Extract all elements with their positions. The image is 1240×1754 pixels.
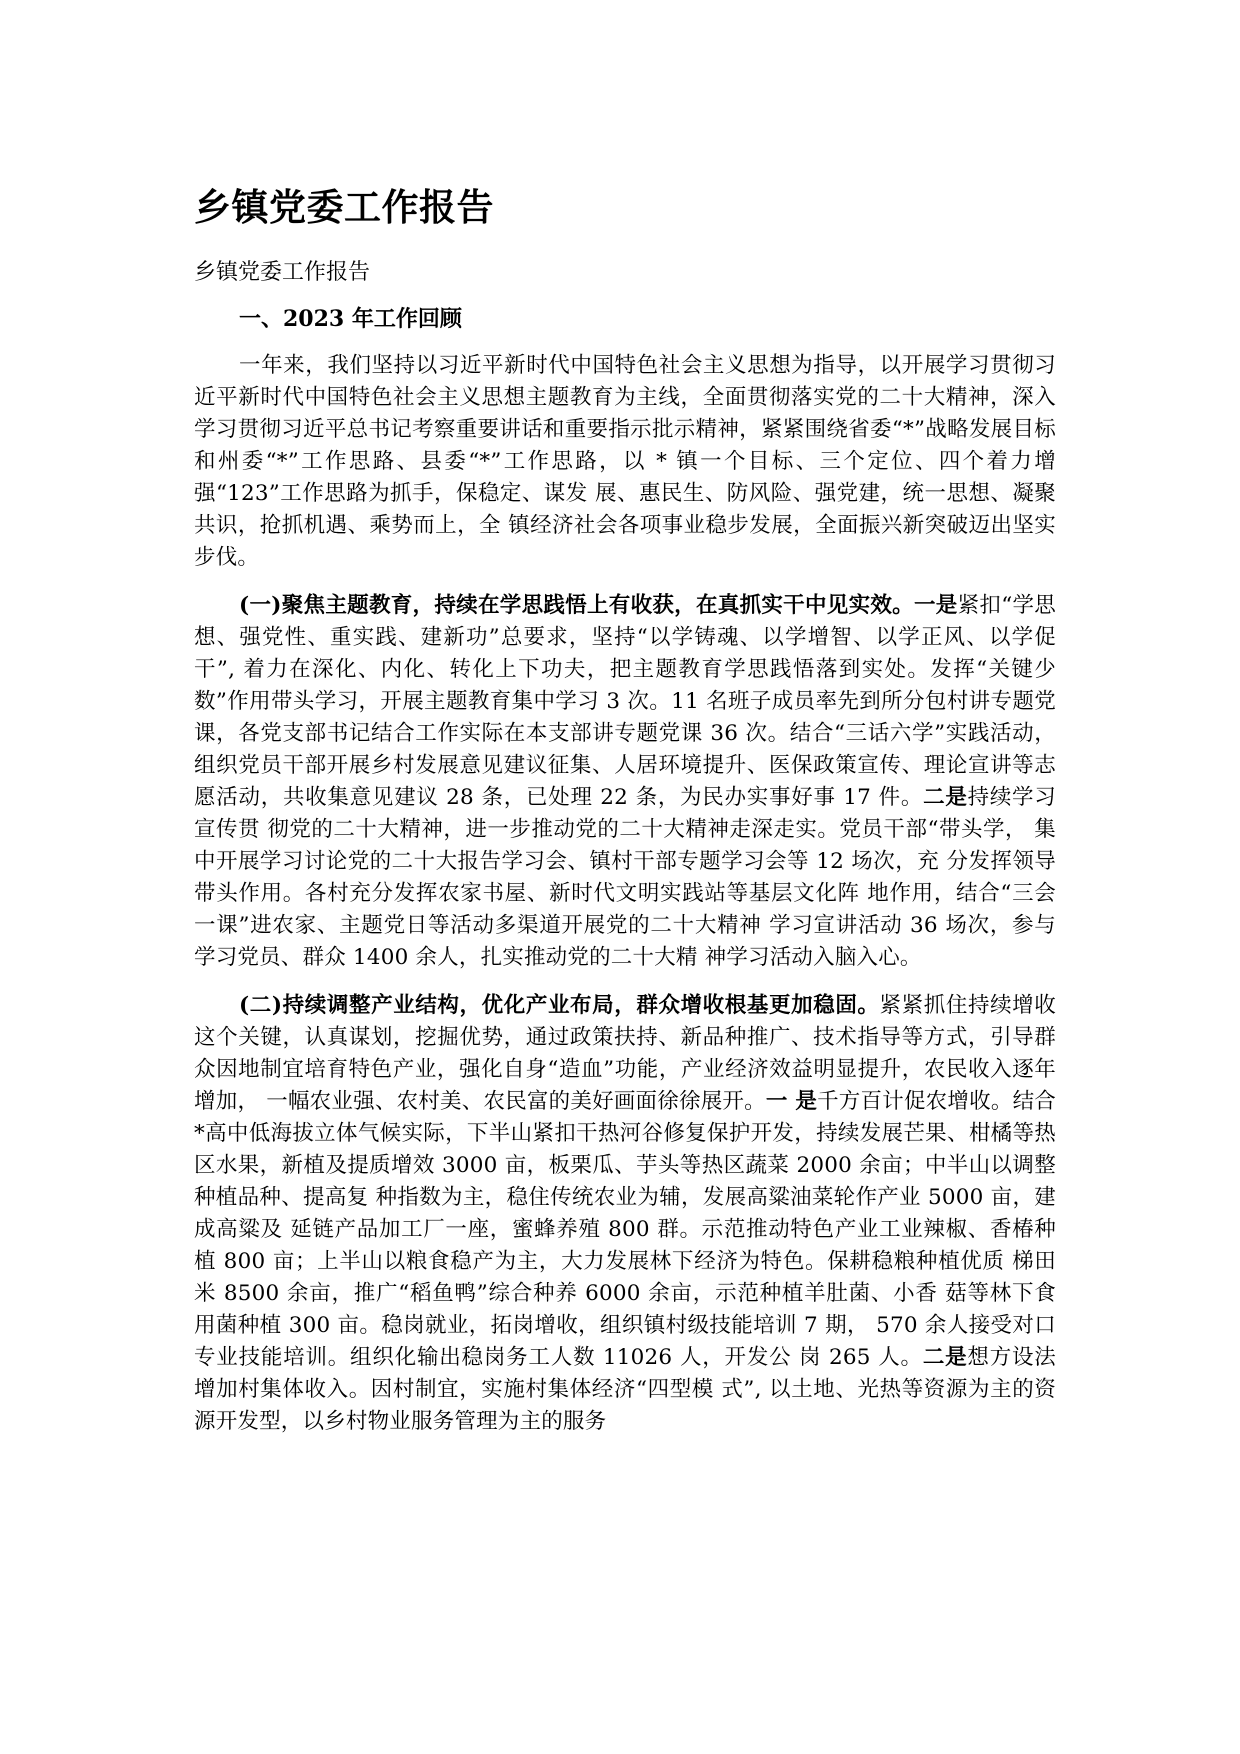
document-subtitle: 乡镇党委工作报告 <box>194 260 371 285</box>
item-2-marker-1: 一 是 <box>765 1089 818 1114</box>
section-heading-review: 一、2023 年工作回顾 <box>239 306 462 332</box>
item-1-text-2: 持续学习宣传贯 彻党的二十大精神，进一步推动党的二十大精神走深走实。党员干部“带头学， 集中开展学习讨论党的二十大报告学习会、镇村干部专题学习会等 12 场次，充 分发挥领导带头作用。各村充分发挥农家书屋、新时代文明实践站等基层文化阵 地作用，结合“三会一课”进农家、主题党日等活动多渠道开展党的二十大精神 学习宣讲活动 36 场次，参与学习党员、群众 1400 余人，扎实推动党的二十大精 神学习活动入脑入心。 <box>194 785 1056 970</box>
item-1-marker-1: 一是 <box>914 593 958 618</box>
item-2-text-1: 千方百计促农增收。结合*高中低海拔立体气候实际，下半山紧扣干热河谷修复保护开发，持续发展芒果、柑橘等热区水果，新植及提质增效 3000 亩，板栗瓜、芋头等热区蔬菜 2000 余亩；中半山以调整种植品种、提高复 种指数为主，稳住传统农业为辅，发展高粱油菜轮作产业 5000 亩，建成高粱及 延链产品加工厂一座，蜜蜂养殖 800 群。示范推动特色产业工业辣椒、香椿种植 800 亩；上半山以粮食稳产为主，大力发展林下经济为特色。保耕稳粮种植优质 梯田米 8500 余亩，推广“稻鱼鸭”综合种养 6000 余亩，示范种植羊肚菌、小香 菇等林下食用菌种植 300 亩。稳岗就业，拓岗增收，组织镇村级技能培训 7 期， 570 余人接受对口专业技能培训。组织化输出稳岗务工人数 11026 人，开发公 岗 265 人。 <box>194 1089 1057 1370</box>
item-2-text-0: 紧紧抓住持续增收这个关键，认真谋划，挖掘优势，通过政策扶持、新品种推广、技术指导等方式，引导群众因地制宜培育特色产业，强化自身“造血”功能，产业经济效益明显提升，农民收入逐年增加， 一幅农业强、农村美、农民富的美好画面徐徐展开。 <box>194 993 1056 1114</box>
item-1-text-1: 紧扣“学思想、强党性、重实践、建新功”总要求，坚持“以学铸魂、以学增智、以学正风、以学促干”, 着力在深化、内化、转化上下功夫，把主题教育学思践悟落到实处。发挥“关键少数”作用带头学习，开展主题教育集中学习 3 次。11 名班子成员率先到所分包村讲专题党课，各党支部书记结合工作实际在本支部讲专题党课 36 次。结合“三话六学”实践活动，组织党员干部开展乡村发展意见建议征集、人居环境提升、医保政策宣传、理论宣讲等志愿活动，共收集意见建议 28 条，已处理 22 条，为民办实事好事 17 件。 <box>194 593 1057 810</box>
paragraph-industry-structure <box>194 990 1056 1438</box>
item-1-heading: (一)聚焦主题教育，持续在学思践悟上有收获，在真抓实干中见实效。 <box>239 593 914 618</box>
document-title: 乡镇党委工作报告 <box>194 186 494 229</box>
item-1-marker-2: 二是 <box>923 785 968 810</box>
item-2-marker-2: 二是 <box>922 1345 968 1370</box>
paragraph-theme-education <box>194 590 1056 974</box>
item-2-text-2: 想方设法增加村集体收入。因村制宜，实施村集体经济“四型模 式”, 以土地、光热等资源为主的资源开发型，以乡村物业服务管理为主的服务 <box>194 1345 1056 1434</box>
document-page <box>194 180 1056 1454</box>
intro-paragraph: 一年来，我们坚持以习近平新时代中国特色社会主义思想为指导，以开展学习贯彻习近平新时代中国特色社会主义思想主题教育为主线，全面贯彻落实党的二十大精神，深入学习贯彻习近平总书记考察重要讲话和重要指示批示精神，紧紧围绕省委“*”战略发展目标和州委“*”工作思路、县委“*”工作思路，以 * 镇一个目标、三个定位、四个着力增强“123”工作思路为抓手，保稳定、谋发 展、惠民生、防风险、强党建，统一思想、凝聚共识，抢抓机遇、乘势而上，全 镇经济社会各项事业稳步发展，全面振兴新突破迈出坚实步伐。 <box>194 353 1056 570</box>
item-2-heading: (二)持续调整产业结构，优化产业布局，群众增收根基更加稳固。 <box>239 993 880 1018</box>
